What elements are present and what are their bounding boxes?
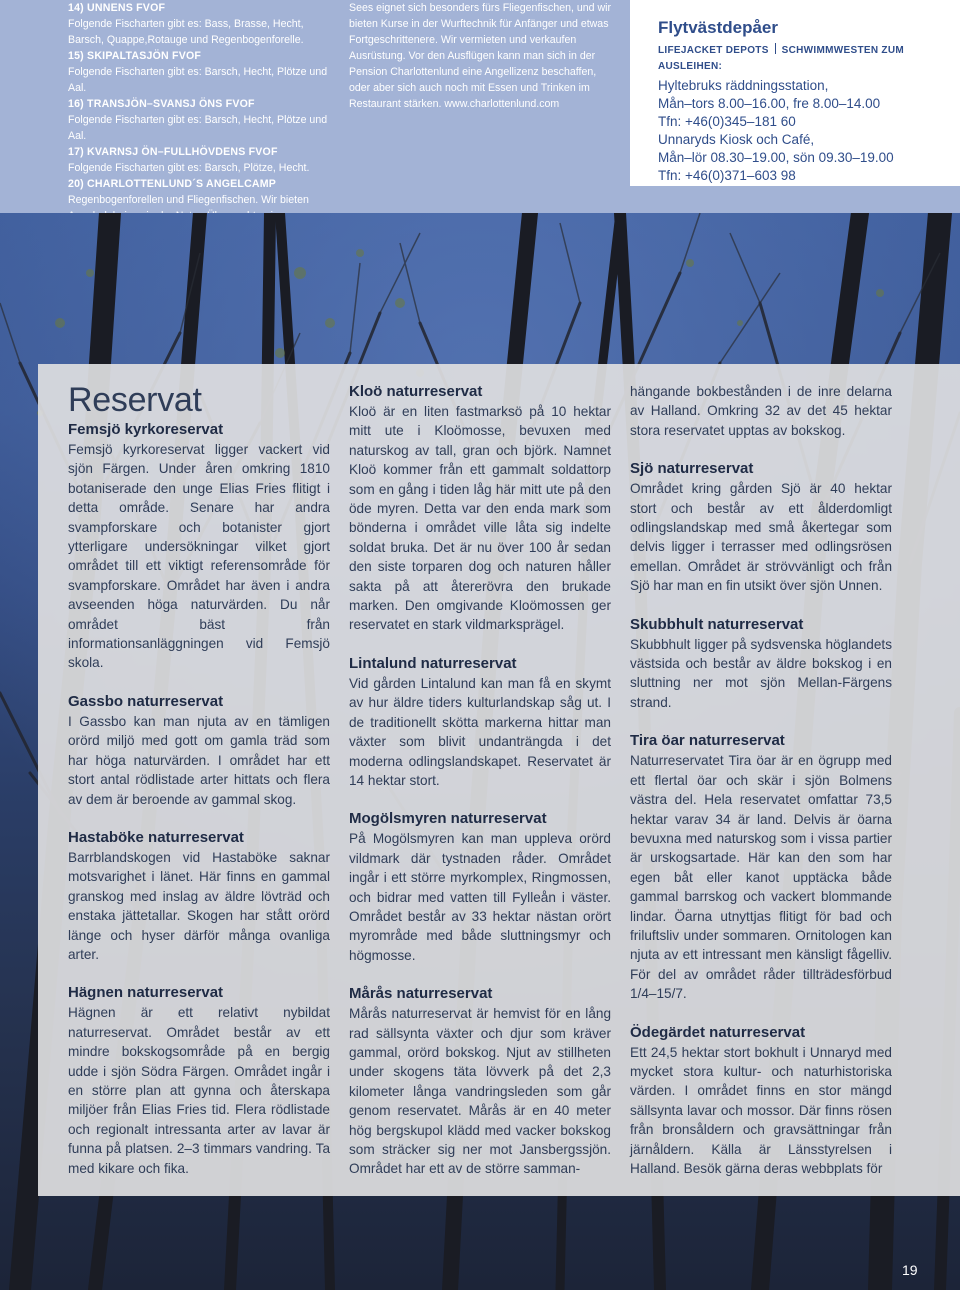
fishing-continued-column	[349, 0, 615, 112]
reserve-text: Naturreservatet Tira öar är en ögrupp med ett flertal öar och skär i sjön Bolmens västra del. Hela reservatet omfattar 73,5 hektar varav 34 är land. Delvis är öarna bevuxna med naturskog som i vissa partier är urskogsartade. Här kan den som har egen båt eller kanot upptäcka både gammal barrskog och vackert blommande lindar. Öarna utnyttjas flitigt för bad och friluftsliv under sommaren. Ornitologen kan njuta av ett intressant men känsligt fågelliv. För del av området råder tillträdesförbud 1/4–15/7.	[630, 753, 892, 1002]
reserve-text: Hägnen är ett relativt nybildat naturreservat. Området består av ett mindre bokskogsområde på en bergig udde i sjön Södra Färgen. Området ingår i en större plan att gynna och återskapa miljöer från Elias Fries tid. Flera rödlistade och regionalt intressanta arter av lavar är funna på platsen. 2–3 timmars vandring. Ta med kikare och fika.	[68, 1005, 330, 1176]
reservat-column-1	[68, 364, 330, 1197]
reserve-text: Området kring gården Sjö är 40 hektar stort och består av ett ålderdomligt odlingslandskap med små åkertegar som delvis ligger i terrasser med odlingsrösen emellan. Området är strövvänligt och från Sjö har man en fin utsikt över sjön Unnen.	[630, 481, 892, 594]
reservat-panel	[38, 364, 960, 1196]
subtitle-divider	[775, 43, 776, 54]
fishing-text: Folgende Fischarten gibt es: Bass, Brasse, Hecht, Barsch, Quappe,Rotauge und Regenbogenforelle.	[68, 18, 304, 46]
reserve-text: På Mogölsmyren kan man uppleva orörd vildmark där tystnaden råder. Området ingår i ett större myrkomplex, Ringmossen, och bidrar med vatten till Fylleån i väster. Området består av 33 hektar nästan orört myrområde med både sluttningsmyr och högmosse.	[349, 831, 611, 963]
info-line: Mån–lör 08.30–19.00, sön 09.30–19.00	[658, 150, 894, 165]
reservat-column-3	[630, 364, 892, 1197]
reserve-heading: Mårås naturreservat	[349, 985, 493, 1003]
info-line: Tfn: +46(0)371–603 98	[658, 168, 796, 183]
reserve-heading: Femsjö kyrkoreservat	[68, 421, 224, 438]
fishing-heading: 15) SKIPALTASJÖN FVOF	[68, 50, 202, 62]
info-box-title: Flytvästdepåer	[658, 18, 778, 37]
reserve-heading: Lintalund naturreservat	[349, 654, 517, 672]
fishing-heading: 17) KVARNSJ ÖN–FULLHÖVDENS FVOF	[68, 146, 278, 158]
reserve-text: Mårås naturreservat är hemvist för en lång rad sällsynta växter och djur som kräver gammal, orörd bokskog. Njut av stillheten under skogens täta lövverk på det 2,3 kilometer långa vandringsleden som går genom reservatet. Mårås är en 40 meter hög bergskupol klädd med vacker bokskog som sträcker sig ner mot Jansbergssjön. Området har ett av de större samman-	[349, 1006, 611, 1177]
info-line: Mån–tors 8.00–16.00, fre 8.00–14.00	[658, 96, 881, 111]
reserve-text: Ett 24,5 hektar stort bokhult i Unnaryd med mycket stora kultur- och naturhistoriska värden. I området finns en stor mängd sällsynta lavar och mossor. Där finns rösen från bronsåldern och gravsättningar från järnåldern. Källa är Länsstyrelsen i Halland. Besök gärna deras webbplats för	[630, 1044, 892, 1176]
fishing-heading: 14) UNNENS FVOF	[68, 2, 166, 14]
reserve-heading: Ödegärdet naturreservat	[630, 1023, 806, 1041]
fishing-text: Folgende Fischarten gibt es: Barsch, Hecht, Plötze und Aal.	[68, 66, 328, 94]
reserve-heading: Mogölsmyren naturreservat	[349, 810, 547, 828]
top-band	[0, 0, 960, 213]
info-box-subtitle	[658, 43, 960, 75]
reserve-heading: Hastaböke naturreservat	[68, 828, 244, 846]
fishing-text: Regenbogenforellen und Fliegenfischen. Wir bieten	[68, 194, 309, 206]
reserve-text: Vid gården Lintalund kan man få en skymt av hur äldre tiders kulturlandskap såg ut. I de traditionellt skötta markerna hittar man växter som blivit undanträngda i det moderna odlingslandskapet. Reservatet är 14 hektar stort.	[349, 675, 611, 788]
fishing-heading: 16) TRANSJÖN–SVANSJ ÖNS FVOF	[68, 98, 255, 110]
reserve-text: Femsjö kyrkoreservat ligger vackert vid sjön Färgen. Under åren omkring 1810 botaniserade den unge Elias Fries flitigt i detta område. Senare har andra svampforskare och botanister gjort ytterligare undersökningar vilket gjort området till ett viktigt referensområde för svampforskare. Området har även i andra avseenden höga naturvärden. Du når området bäst från informationsanläggningen vid Femsjö skola.	[68, 442, 330, 671]
reserve-heading: Sjö naturreservat	[630, 460, 754, 478]
reserve-text: Skubbhult ligger på sydsvenska höglandets västsida och består av äldre bokskog i en sluttning ner mot sjön Mellan-Färgens strand.	[630, 636, 892, 710]
reservat-column-2	[349, 364, 611, 1198]
fishing-text: Folgende Fischarten gibt es: Barsch, Hecht, Plötze und Aal.	[68, 114, 328, 142]
reserve-text-continued: hängande bokbestånden i de inre delarna av Halland. Omkring 32 av det 45 hektar stora reservatet upptas av bokskog.	[630, 384, 892, 438]
lifejacket-info-box	[630, 0, 960, 186]
info-line: Hyltebruks räddningsstation,	[658, 78, 829, 93]
subtitle-english: LIFEJACKET DEPOTS	[658, 45, 769, 56]
info-line: Unnaryds Kiosk och Café,	[658, 132, 815, 147]
info-line: Tfn: +46(0)345–181 60	[658, 114, 796, 129]
reserve-heading: Hägnen naturreservat	[68, 984, 224, 1002]
reserve-heading: Tira öar naturreservat	[630, 732, 785, 750]
section-title: Reservat	[68, 381, 202, 419]
reserve-text: I Gassbo kan man njuta av en tämligen orörd miljö med gott om gamla träd som har höga naturvärden. I området har ett stort antal rödlistade arter hittats och flera av dem är beroende av gammal skog.	[68, 713, 330, 807]
reserve-heading: Skubbhult naturreservat	[630, 615, 804, 633]
page-number: 19	[902, 1262, 918, 1278]
reserve-heading: Kloö naturreservat	[349, 383, 483, 400]
fishing-heading: 20) CHARLOTTENLUND´S ANGELCAMP	[68, 178, 277, 190]
reserve-text: Barrblandskogen vid Hastaböke saknar motsvarighet i länet. Här finns en gammal granskog med inslag av äldre lövträd och enstaka jättetallar. Skogen har stått orörd länge och hyser därför många ovanliga arter.	[68, 849, 330, 962]
reserve-text: Kloö är en liten fastmarksö på 10 hektar mitt ute i Kloömosse, bevuxen med naturskog av tall, gran och björk. Namnet Kloö kommer från ett gammalt soldattorp som en gång i tiden låg här mitt ute på den öde myren. Detta var den enda mark som bönderna i området ville låta sig indelte soldat bruka. Det är nu över 100 år sedan den siste torparen dog och naturen håller sakta på att återerövra den brukade marken. Den omgivande Kloömossen ger reservatet en stark vildmarksprägel.	[349, 404, 611, 633]
subtitle-german: SCHWIMMWESTEN ZUM AUSLEIHEN:	[658, 45, 904, 72]
fishing-text: Folgende Fischarten gibt es: Barsch, Plötze, Hecht.	[68, 162, 310, 174]
reserve-heading: Gassbo naturreservat	[68, 692, 224, 710]
fishing-continued-text: Sees eignet sich besonders fürs Fliegenfischen, und wir bieten Kurse in der Wurftechnik für Anfänger und etwas Fortgeschrittenere. Wir vermieten und verkaufen Ausrüstung. Vor den Ausflügen kann man sich in der Pension Charlottenlund eine Angellizenz beschaffen, oder aber sich auch noch mit Essen und Trinken im Restaurant stärken. www.charlottenlund.com	[349, 2, 612, 110]
